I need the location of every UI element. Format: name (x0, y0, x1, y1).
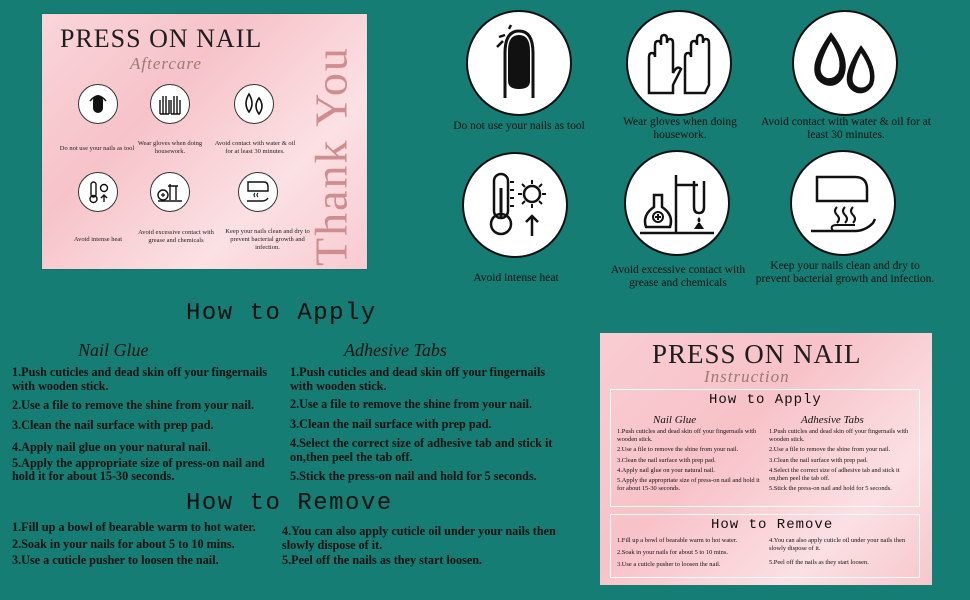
step: 5.Apply the appropriate size of press-on nail and hold it for about 15-30 seconds. (12, 455, 265, 483)
step: 2.Soak in your nails for about 5 to 10 mins. (12, 536, 235, 551)
how-to-remove-heading: How to Remove (186, 490, 393, 517)
instruction-apply-heading: How to Apply (709, 392, 822, 408)
step: 2.Use a file to remove the shine from your nail. (290, 397, 533, 411)
aftercare-title: PRESS ON NAIL (60, 24, 263, 53)
step: 1.Push cuticles and dead skin off your fingernails with wooden stick. (12, 365, 268, 393)
how-to-apply-heading: How to Apply (186, 300, 377, 327)
big-icon-caption: Wear gloves when doing housework. (623, 116, 737, 141)
step: 5.Peel off the nails as they start loosen. (769, 559, 869, 567)
step: 5.Stick the press-on nail and hold for 5 seconds. (290, 469, 537, 483)
remove-steps-left (12, 521, 282, 568)
instruction-glue-title: Nail Glue (653, 414, 697, 426)
instruction-glue-steps (617, 428, 767, 495)
step: 3.Clean the nail surface with prep pad. (769, 456, 868, 464)
aftercare-item (150, 172, 190, 212)
thermometer-icon (78, 172, 118, 212)
step: 4.Apply nail glue on your natural nail. (617, 466, 715, 474)
big-icon-caption: Avoid contact with water & oil for at least 30 minutes. (760, 116, 931, 141)
aftercare-card (42, 14, 367, 269)
step: 4.Select the correct size of adhesive tab and stick it on,then peel the tab off. (290, 436, 553, 464)
instruction-card (600, 333, 932, 585)
big-icon-caption: Keep your nails clean and dry to prevent bacterial growth and infection. (755, 260, 935, 285)
instruction-tabs-title: Adhesive Tabs (801, 414, 864, 426)
aftercare-subtitle: Aftercare (130, 54, 202, 73)
step: 1.Push cuticles and dead skin off your fingernails with wooden stick. (769, 428, 909, 444)
step: 4.Apply nail glue on your natural nail. (12, 440, 211, 454)
aftercare-item (234, 84, 274, 124)
step: 1.Push cuticles and dead skin off your fingernails with wooden stick. (290, 365, 546, 393)
aftercare-caption: Avoid contact with water & oil for at least 30 minutes. (214, 140, 296, 155)
step: 2.Use a file to remove the shine from your nail. (617, 446, 739, 454)
step: 3.Clean the nail surface with prep pad. (12, 417, 214, 432)
step: 5.Stick the press-on nail and hold for 5 seconds. (769, 485, 892, 493)
adhesive-tabs-steps (290, 366, 568, 484)
remove-steps-right (282, 525, 572, 568)
step: 1.Push cuticles and dead skin off your fingernails with wooden stick. (617, 428, 757, 444)
instruction-remove-heading: How to Remove (711, 517, 834, 533)
adhesive-tabs-heading: Adhesive Tabs (344, 340, 447, 360)
instruction-title: PRESS ON NAIL (652, 339, 862, 369)
step: 3.Use a cuticle pusher to loosen the nail. (617, 561, 721, 569)
nail-glue-steps (12, 366, 284, 484)
nail-icon (78, 84, 118, 124)
nail-icon (466, 10, 572, 116)
step: 4.You can also apply cuticle oil under your nails then slowly dispose of it. (282, 524, 556, 552)
step: 5.Apply the appropriate size of press-on nail and hold it for about 15-30 seconds. (617, 477, 760, 493)
water-drops-icon (792, 10, 898, 116)
remove-box (610, 514, 920, 578)
aftercare-caption: Do not use your nails as tool (59, 145, 135, 152)
gloves-icon (626, 10, 732, 116)
aftercare-caption: Wear gloves when doing housework. (137, 140, 203, 155)
step: 3.Clean the nail surface with prep pad. (290, 416, 492, 431)
step: 2.Soak in your nails for about 5 to 10 mins. (617, 549, 728, 557)
step: 1.Fill up a bowl of bearable warm to hot water. (617, 537, 738, 544)
step: 2.Use a file to remove the shine from your nail. (769, 446, 891, 454)
apply-box (610, 389, 920, 507)
instruction-subtitle: Instruction (704, 367, 790, 386)
nail-glue-heading: Nail Glue (78, 340, 149, 360)
instruction-tab-steps (769, 428, 917, 495)
step: 2.Use a file to remove the shine from your nail. (12, 398, 255, 412)
instruction-remove-left (617, 537, 767, 572)
step: 3.Use a cuticle pusher to loosen the nail. (12, 553, 219, 567)
water-drops-icon (234, 84, 274, 124)
hand-dryer-icon (238, 172, 278, 212)
thermometer-icon (462, 152, 568, 258)
hand-dryer-icon (790, 150, 896, 256)
aftercare-caption: Avoid intense heat (73, 236, 123, 243)
chemicals-icon (150, 172, 190, 212)
aftercare-item (150, 84, 190, 124)
step: 4.Select the correct size of adhesive tab and stick it on,then peel the tab off. (769, 466, 900, 483)
big-icon-caption: Do not use your nails as tool (453, 120, 585, 132)
thank-you-text: Thank You (305, 46, 357, 266)
aftercare-caption: Avoid excessive contact with grease and chemicals (138, 229, 214, 244)
aftercare-item (238, 172, 278, 212)
instruction-remove-right (769, 537, 917, 570)
big-icon-caption: Avoid intense heat (473, 272, 559, 284)
aftercare-caption: Keep your nails clean and dry to prevent bacterial growth and infection. (225, 228, 310, 251)
step: 5.Peel off the nails as they start loosen. (282, 553, 483, 567)
gloves-icon (150, 84, 190, 124)
step: 4.You can also apply cuticle oil under your nails then slowly dispose of it. (769, 537, 906, 553)
aftercare-item (78, 172, 118, 212)
big-icon-caption: Avoid excessive contact with grease and chemicals (610, 264, 746, 289)
aftercare-item (72, 84, 122, 124)
step: 3.Clean the nail surface with prep pad. (617, 456, 716, 464)
chemicals-icon (624, 150, 730, 256)
step: 1.Fill up a bowl of bearable warm to hot water. (12, 520, 256, 534)
